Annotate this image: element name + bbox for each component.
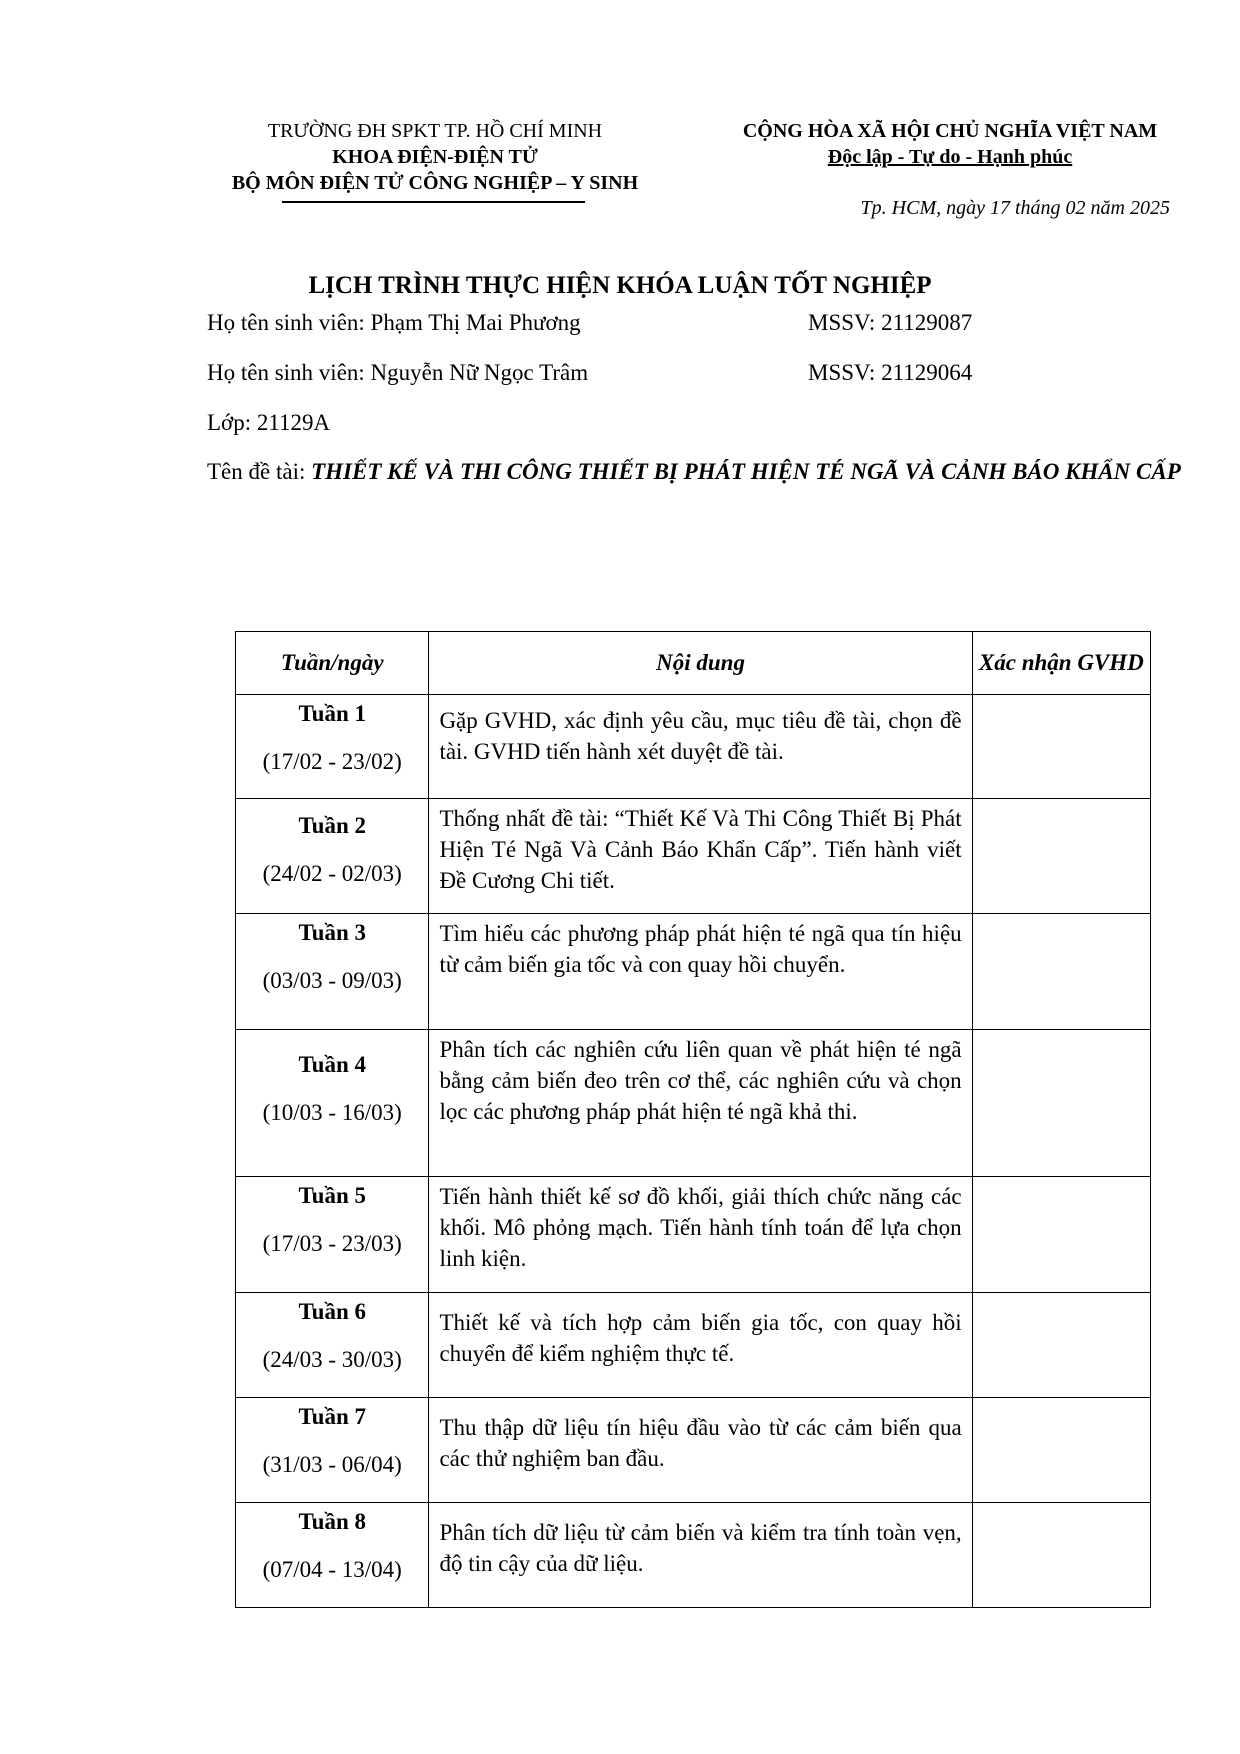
content-text: Tìm hiểu các phương pháp phát hiện té ngã qua tín hiệu từ cảm biến gia tốc và con quay hồi chuyển.: [439, 921, 962, 977]
confirm-cell[interactable]: [972, 695, 1150, 799]
table-row: [236, 1503, 1151, 1608]
topic-label: Tên đề tài:: [207, 459, 312, 484]
confirm-cell[interactable]: [972, 1398, 1150, 1503]
content-text: Phân tích các nghiên cứu liên quan về phát hiện té ngã bằng cảm biến đeo trên cơ thể, các nghiên cứu và chọn lọc các phương pháp phát hiện té ngã khả thi.: [439, 1037, 962, 1124]
content-text: Thống nhất đề tài: “Thiết Kế Và Thi Công Thiết Bị Phát Hiện Té Ngã Và Cảnh Báo Khẩn Cấp”. Tiến hành viết Đề Cương Chi tiết.: [439, 806, 962, 893]
week-label: Tuần 3: [298, 920, 366, 945]
table-row: [236, 1030, 1151, 1177]
week-cell: [236, 914, 429, 1030]
week-label: Tuần 5: [298, 1183, 366, 1208]
student-2-id: MSSV: 21129064: [808, 360, 973, 385]
content-text: Thu thập dữ liệu tín hiệu đầu vào từ các cảm biến qua các thử nghiệm ban đầu.: [439, 1415, 962, 1471]
student-2-name: Họ tên sinh viên: Nguyễn Nữ Ngọc Trâm: [207, 360, 589, 385]
week-label: Tuần 2: [298, 813, 366, 838]
country-name: CỘNG HÒA XÃ HỘI CHỦ NGHĨA VIỆT NAM: [742, 120, 1158, 142]
header-divider: [282, 201, 585, 203]
header-week: Tuần/ngày: [236, 632, 429, 695]
week-dates: (03/03 - 09/03): [262, 968, 402, 993]
week-cell: [236, 695, 429, 799]
week-dates: (24/03 - 30/03): [262, 1347, 402, 1372]
week-label: Tuần 6: [298, 1299, 366, 1324]
faculty-name: KHOA ĐIỆN-ĐIỆN TỬ: [332, 146, 538, 168]
table-row: [236, 1293, 1151, 1398]
content-cell: [429, 799, 972, 914]
week-label: Tuần 7: [298, 1404, 366, 1429]
content-text: Gặp GVHD, xác định yêu cầu, mục tiêu đề tài, chọn đề tài. GVHD tiến hành xét duyệt đề tài.: [439, 708, 962, 764]
table-row: [236, 1398, 1151, 1503]
week-label: Tuần 8: [298, 1509, 366, 1534]
page-title: LỊCH TRÌNH THỰC HIỆN KHÓA LUẬN TỐT NGHIỆP: [308, 272, 932, 299]
content-text: Tiến hành thiết kế sơ đồ khối, giải thích chức năng các khối. Mô phỏng mạch. Tiến hành tính toán để lựa chọn linh kiện.: [439, 1184, 962, 1271]
student-1-id: MSSV: 21129087: [808, 310, 973, 335]
national-motto: Độc lập - Tự do - Hạnh phúc: [827, 146, 1073, 168]
national-header: [700, 118, 1200, 170]
content-cell: [429, 914, 972, 1030]
confirm-cell[interactable]: [972, 1293, 1150, 1398]
content-cell: [429, 1398, 972, 1503]
confirm-cell[interactable]: [972, 799, 1150, 914]
department-name: BỘ MÔN ĐIỆN TỬ CÔNG NGHIỆP – Y SINH: [231, 172, 639, 194]
week-cell: [236, 1293, 429, 1398]
document-date: Tp. HCM, ngày 17 tháng 02 năm 2025: [860, 197, 1170, 219]
week-label: Tuần 1: [298, 701, 366, 726]
content-text: Phân tích dữ liệu từ cảm biến và kiểm tra tính toàn vẹn, độ tin cậy của dữ liệu.: [439, 1520, 962, 1576]
thesis-topic: [207, 448, 1197, 495]
week-cell: [236, 1030, 429, 1177]
table-header-row: [236, 632, 1151, 695]
header-content: Nội dung: [429, 632, 972, 695]
institution-header: [190, 118, 680, 196]
content-cell: [429, 1503, 972, 1608]
table-row: [236, 914, 1151, 1030]
content-cell: [429, 1177, 972, 1293]
class-label: Lớp: 21129A: [207, 410, 331, 435]
week-dates: (17/03 - 23/03): [262, 1231, 402, 1256]
week-dates: (10/03 - 16/03): [262, 1100, 402, 1125]
header-confirm-text: Xác nhận GVHD: [978, 650, 1144, 675]
confirm-cell[interactable]: [972, 1177, 1150, 1293]
week-cell: [236, 1503, 429, 1608]
week-dates: (07/04 - 13/04): [262, 1557, 402, 1582]
student-1-name: Họ tên sinh viên: Phạm Thị Mai Phương: [207, 310, 581, 335]
university-name: TRƯỜNG ĐH SPKT TP. HỒ CHÍ MINH: [267, 120, 603, 142]
header-confirm: [972, 632, 1150, 695]
table-row: [236, 1177, 1151, 1293]
week-cell: [236, 1177, 429, 1293]
confirm-cell[interactable]: [972, 914, 1150, 1030]
content-cell: [429, 695, 972, 799]
content-cell: [429, 1293, 972, 1398]
topic-title: THIẾT KẾ VÀ THI CÔNG THIẾT BỊ PHÁT HIỆN TÉ NGÃ VÀ CẢNH BÁO KHẨN CẤP: [311, 459, 1181, 484]
week-cell: [236, 1398, 429, 1503]
table-row: [236, 799, 1151, 914]
week-dates: (31/03 - 06/04): [262, 1452, 402, 1477]
week-label: Tuần 4: [298, 1052, 366, 1077]
table-row: [236, 695, 1151, 799]
content-cell: [429, 1030, 972, 1177]
content-text: Thiết kế và tích hợp cảm biến gia tốc, con quay hồi chuyển để kiểm nghiệm thực tế.: [439, 1310, 962, 1366]
confirm-cell[interactable]: [972, 1503, 1150, 1608]
week-cell: [236, 799, 429, 914]
week-dates: (17/02 - 23/02): [262, 749, 402, 774]
schedule-table: [235, 631, 1151, 1608]
week-dates: (24/02 - 02/03): [262, 861, 402, 886]
confirm-cell[interactable]: [972, 1030, 1150, 1177]
